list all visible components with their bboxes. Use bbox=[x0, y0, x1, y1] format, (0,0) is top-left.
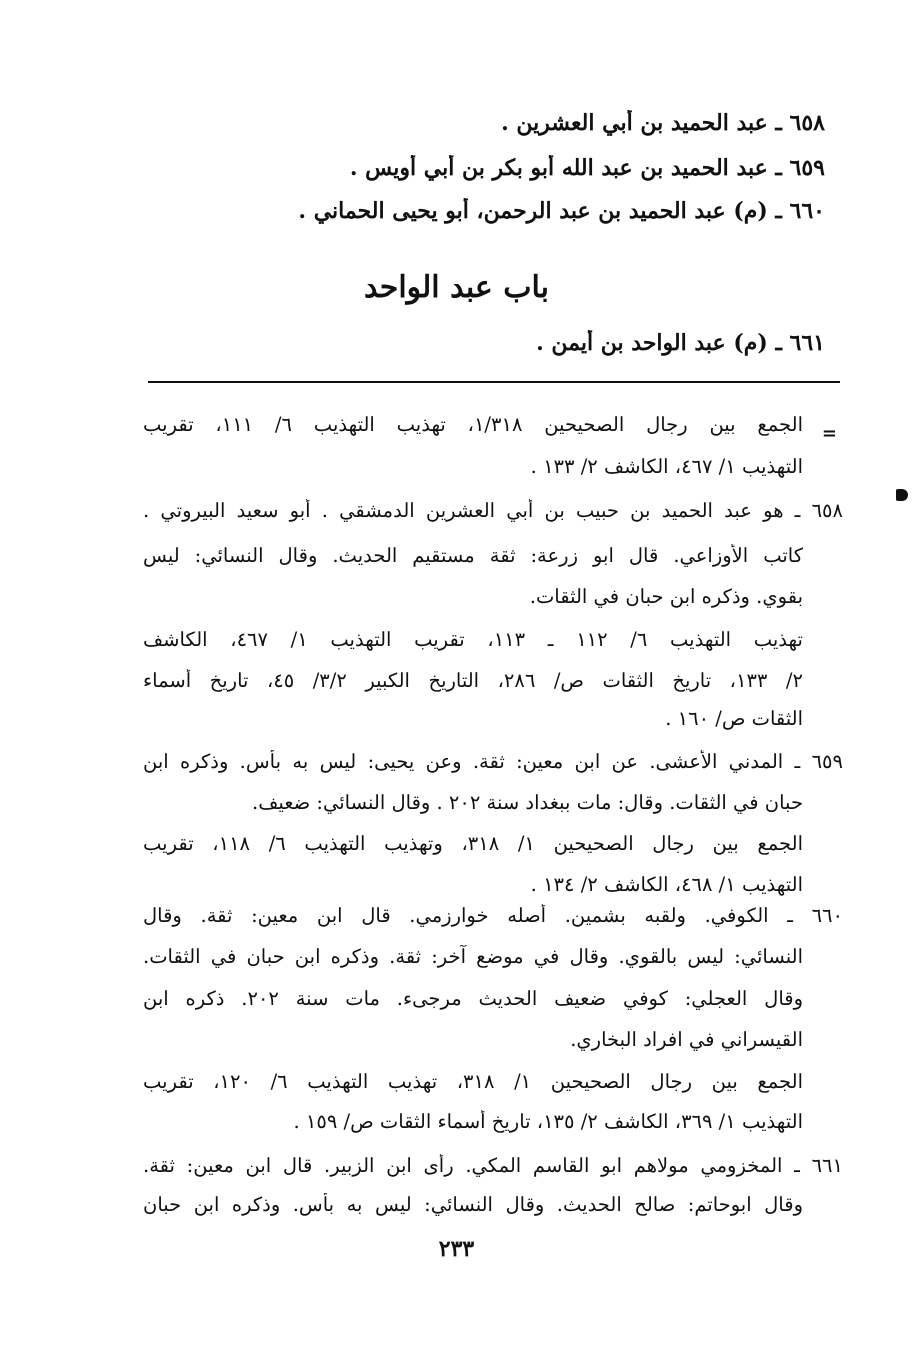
footnote-line: الجمع بين رجال الصحيحين ١/ ٣١٨، وتهذيب التهذيب ٦/ ١١٨، تقريب bbox=[143, 832, 803, 855]
footnote-line: تهذيب التهذيب ٦/ ١١٢ ـ ١١٣، تقريب التهذيب ١/ ٤٦٧، الكاشف bbox=[143, 628, 803, 651]
footnote-line: الجمع بين رجال الصحيحين ١/ ٣١٨، تهذيب التهذيب ٦/ ١٢٠، تقريب bbox=[143, 1070, 803, 1093]
footnote-line: حبان في الثقات. وقال: مات ببغداد سنة ٢٠٢ . وقال النسائي: ضعيف. bbox=[252, 791, 803, 814]
footnote-line: بقوي. وذكره ابن حبان في الثقات. bbox=[529, 585, 803, 608]
section-heading: باب عبد الواحد bbox=[364, 270, 549, 305]
footnote-line: الجمع بين رجال الصحيحين ١/٣١٨، تهذيب التهذيب ٦/ ١١١، تقريب bbox=[143, 413, 803, 436]
footnote-line: التهذيب ١/ ٤٦٧، الكاشف ٢/ ١٣٣ . bbox=[530, 455, 803, 478]
footnote-line: ٢/ ١٣٣، تاريخ الثقات ص/ ٢٨٦، التاريخ الكبير ٣/٢/ ٤٥، تاريخ أسماء bbox=[143, 669, 803, 692]
entry-658: ٦٥٨ ـ عبد الحميد بن أبي العشرين . bbox=[501, 110, 825, 136]
footnote-line: ٦٦٠ ـ الكوفي. ولقبه بشمين. أصله خوارزمي. قال ابن معين: ثقة. وقال bbox=[143, 904, 843, 927]
footnote-line: ٦٦١ ـ المخزومي مولاهم ابو القاسم المكي. رأى ابن الزبير. قال ابن معين: ثقة. bbox=[143, 1154, 843, 1177]
entry-659: ٦٥٩ ـ عبد الحميد بن عبد الله أبو بكر بن أبي أويس . bbox=[349, 155, 825, 181]
entry-661: ٦٦١ ـ (م) عبد الواحد بن أيمن . bbox=[536, 330, 825, 356]
margin-mark bbox=[896, 489, 908, 501]
page-number: ٢٣٣ bbox=[438, 1236, 475, 1262]
footnote-line: كاتب الأوزاعي. قال ابو زرعة: ثقة مستقيم الحديث. وقال النسائي: ليس bbox=[143, 544, 803, 567]
footnote-line: وقال العجلي: كوفي ضعيف الحديث مرجىء. مات سنة ٢٠٢. ذكره ابن bbox=[143, 987, 803, 1010]
footnote-line: النسائي: ليس بالقوي. وقال في موضع آخر: ثقة. وذكره ابن حبان في الثقات. bbox=[143, 945, 803, 968]
footnote-line: ٦٥٩ ـ المدني الأعشى. عن ابن معين: ثقة. وعن يحيى: ليس به بأس. وذكره ابن bbox=[143, 750, 843, 773]
footnote-line: ٦٥٨ ـ هو عبد الحميد بن حبيب بن أبي العشرين الدمشقي . أبو سعيد البيروتي . bbox=[143, 499, 843, 522]
footnote-line: الثقات ص/ ١٦٠ . bbox=[665, 707, 803, 730]
footnote-line: القيسراني في افراد البخاري. bbox=[570, 1028, 803, 1051]
footnote-line: التهذيب ١/ ٣٦٩، الكاشف ٢/ ١٣٥، تاريخ أسماء الثقات ص/ ١٥٩ . bbox=[293, 1110, 803, 1133]
footnote-divider bbox=[148, 381, 840, 383]
footnote-line: وقال ابوحاتم: صالح الحديث. وقال النسائي: ليس به بأس. وذكره ابن حبان bbox=[143, 1193, 803, 1216]
entry-660: ٦٦٠ ـ (م) عبد الحميد بن عبد الرحمن، أبو يحيى الحماني . bbox=[298, 198, 825, 224]
continuation-marker: = bbox=[821, 423, 837, 444]
footnote-line: التهذيب ١/ ٤٦٨، الكاشف ٢/ ١٣٤ . bbox=[530, 873, 803, 896]
